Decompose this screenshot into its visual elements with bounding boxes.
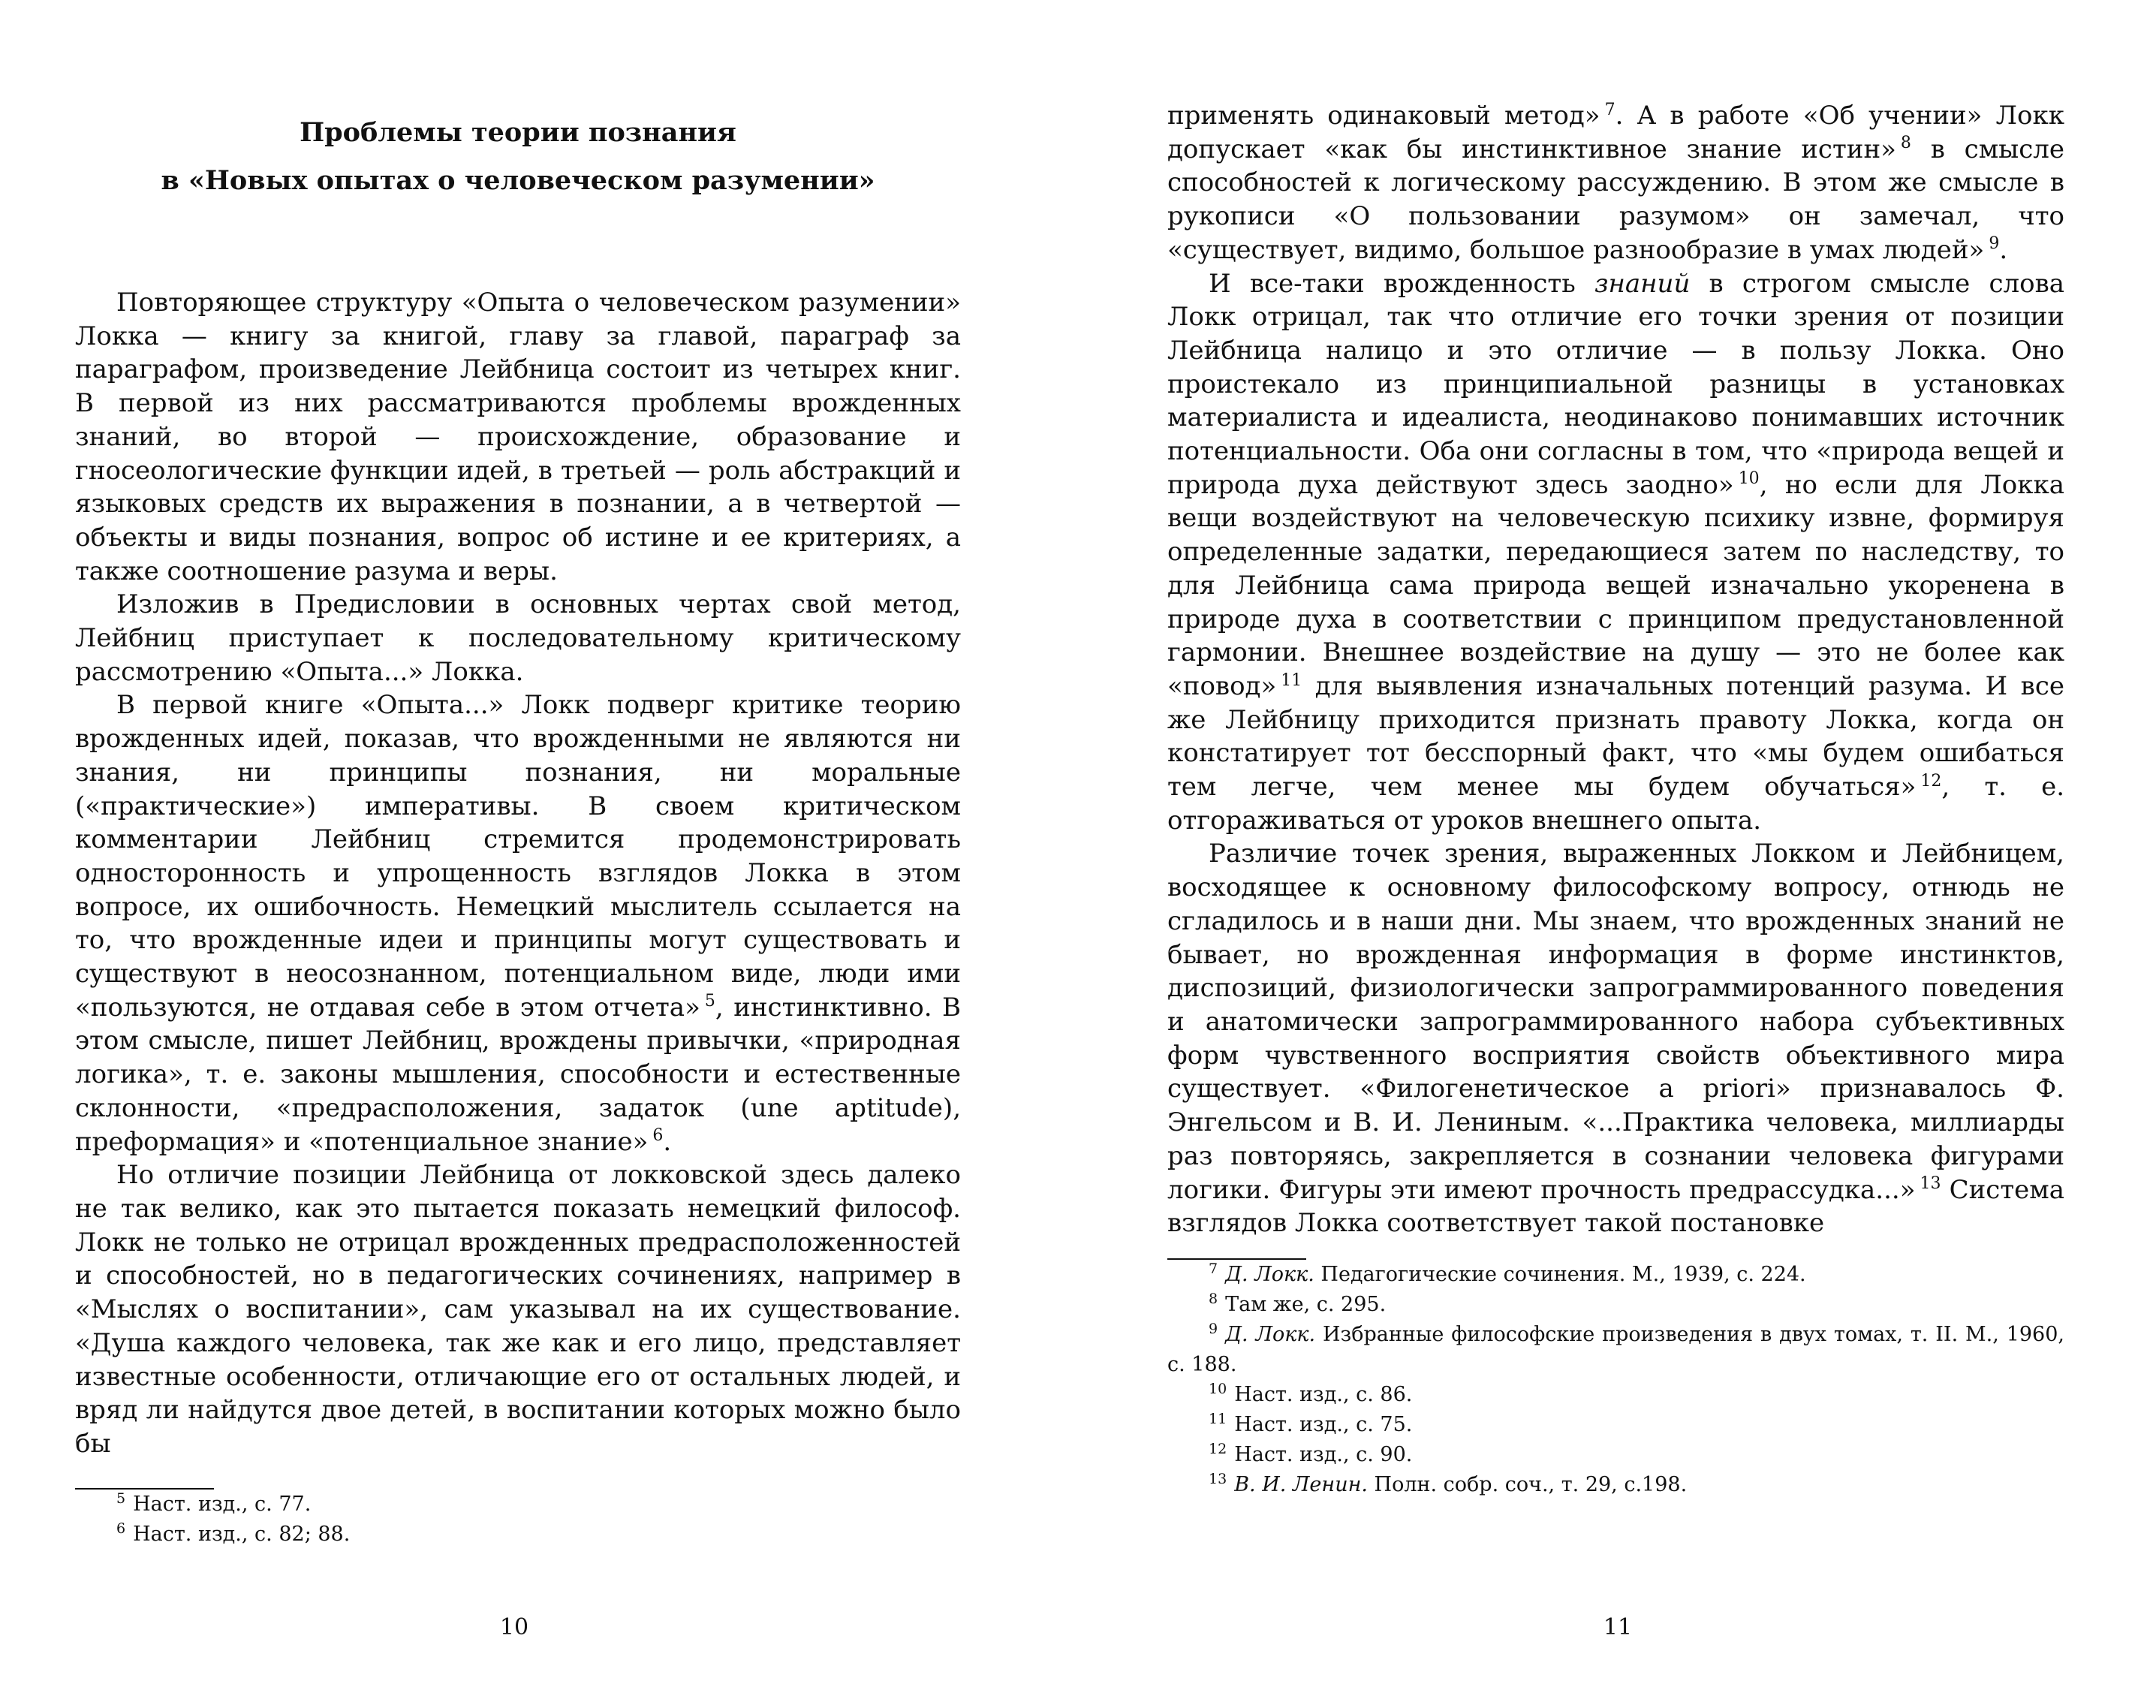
footnote: [1167, 1320, 2064, 1380]
footnote-ref: 12: [1920, 771, 1942, 791]
text-run: .: [1999, 234, 2008, 265]
footnote-mark: 8: [1209, 1290, 1218, 1307]
footnote-mark: 5: [116, 1490, 126, 1507]
footnote-mark: 9: [1209, 1320, 1218, 1337]
heading-line-2: в «Новых опытах о человеческом разумении»: [161, 165, 875, 196]
footnote-mark: 7: [1209, 1260, 1218, 1277]
footnote-ref: 8: [1900, 134, 1911, 153]
text-run: Различие точек зрения, выраженных Локком и Лейбницем, восходящее к основному философскому вопросу, отнюдь не сгладилось и в наши дни. Мы знаем, что врожденных знаний не бывает, но врожденная информация в форме инстинктов, диспозиций, физиологически запрограммированного поведения и анатомически запрограммированного набора субъективных форм чувственного восприятия свойств объективного мира существует. «Филогенетическое a priori» признавалось Ф. Энгельсом и В. И. Лениным. «...Практика человека, миллиарды раз повторяясь, закрепляется в сознании человека фигурами логики. Фигуры эти имеют прочность предрассудка...»: [1167, 839, 2064, 1205]
text-run: , инстинктивно. В этом смысле, пишет Лейбниц, врождены привычки, «природная логика», т. е. законы мышления, способности и естественные склонности, «предрасположения, задаток (une aptitude), преформация» и «потенциальное знание»: [75, 992, 961, 1157]
paragraph: [75, 688, 961, 1158]
footnote-ref: 10: [1738, 469, 1760, 489]
footnote-text: Наст. изд., с. 82; 88.: [133, 1522, 351, 1546]
footnote-ref: 13: [1920, 1174, 1941, 1194]
footnote-text: Педагогические сочинения. М., 1939, с. 224.: [1314, 1262, 1806, 1286]
footnote: [1167, 1410, 2064, 1440]
footnote-author: Д. Локк.: [1225, 1322, 1316, 1346]
footnote: [1167, 1440, 2064, 1470]
left-page: [75, 0, 961, 1550]
footnote-text: Наст. изд., с. 75.: [1234, 1412, 1413, 1436]
footnote-mark: 11: [1209, 1410, 1227, 1427]
paragraph: Но отличие позиции Лейбница от локковской здесь далеко не так велико, как это пытается показать немецкий философ. Локк не только не отрицал врожденных предрасположенностей и способностей, но в педагогических сочинениях, например в «Мыслях о воспитании», сам указывал на их существование. «Душа каждого человека, так же как и его лицо, представляет известные особенности, отличающие его от остальных людей, и вряд ли найдутся двое детей, в воспитании которых можно было бы: [75, 1160, 961, 1459]
footnote-mark: 10: [1209, 1380, 1227, 1397]
heading-line-1: Проблемы теории познания: [300, 117, 736, 148]
paragraph: Изложив в Предисловии в основных чертах свой метод, Лейбниц приступает к последовательному критическому рассмотрению «Опыта...» Локка.: [75, 589, 961, 687]
footnote-mark: 6: [116, 1520, 126, 1537]
footnote-ref: 5: [704, 992, 715, 1011]
footnote-text: Избранные философские произведения в двух томах, т. II. М., 1960, с. 188.: [1167, 1322, 2064, 1376]
footnote-mark: 12: [1209, 1440, 1227, 1457]
paragraph: [1167, 837, 2064, 1240]
text-run: Система взглядов Локка соответствует такой постановке: [1167, 1174, 2064, 1239]
footnote-mark: 13: [1209, 1470, 1227, 1487]
text-run: в строгом смысле слова Локк отрицал, так что отличие его точки зрения от позиции Лейбница налицо и это отличие — в пользу Локка. Оно проистекало из принципиальной разницы в установках материалиста и идеалиста, неодинаково понимавших источник потенциальности. Оба они согласны в том, что «природа вещей и природа духа действуют здесь заодно»: [1167, 268, 2064, 500]
page-number-right: 11: [1603, 1614, 1633, 1640]
chapter-heading: [75, 109, 961, 205]
footnote-text: Наст. изд., с. 90.: [1234, 1442, 1413, 1466]
footnote-text: Наст. изд., с. 77.: [133, 1492, 312, 1516]
text-run: .: [663, 1126, 672, 1157]
text-run: И все-таки врожденность: [1209, 268, 1594, 299]
paragraph: Повторяющее структуру «Опыта о человеческом разумении» Локка — книгу за книгой, главу за главой, параграф за параграфом, произведение Лейбница состоит из четырех книг. В первой из них рассматриваются проблемы врожденных знаний, во второй — происхождение, образование и гносеологические функции идей, в третьей — роль абстракций и языковых средств их выражения в познании, а в четвертой — объекты и виды познания, вопрос об истине и ее критериях, а также соотношение разума и веры.: [75, 288, 961, 586]
text-run: , но если для Локка вещи воздействуют на человеческую психику извне, формируя определенные задатки, передающиеся затем по наследству, то для Лейбница сама природа вещей изначально укоренена в природе духа в соответствии с принципом предустановленной гармонии. Внешнее воздействие на душу — это не более как «повод»: [1167, 469, 2064, 701]
left-footnotes: [75, 1490, 961, 1550]
emphasis: знаний: [1594, 268, 1691, 299]
footnote: [1167, 1380, 2064, 1410]
paragraph: [1167, 99, 2064, 267]
paragraph: [1167, 267, 2064, 838]
page-number-left: 10: [499, 1614, 529, 1640]
footnote: [1167, 1260, 2064, 1290]
footnote-author: В. И. Ленин.: [1234, 1472, 1368, 1496]
footnote: [75, 1490, 961, 1520]
footnote-author: Д. Локк.: [1225, 1262, 1314, 1286]
footnote: [75, 1520, 961, 1550]
right-footnotes: [1167, 1260, 2064, 1500]
footnote-ref: 9: [1989, 234, 2000, 254]
footnote-ref: 11: [1281, 670, 1302, 690]
left-body-text: [75, 286, 961, 1461]
footnote: [1167, 1290, 2064, 1320]
footnote: [1167, 1470, 2064, 1500]
footnote-text: Наст. изд., с. 86.: [1234, 1382, 1413, 1406]
text-run: для выявления изначальных потенций разума. И все же Лейбницу приходится признать правоту Локка, когда он констатирует тот бесспорный факт, что «мы будем ошибаться тем легче, чем менее мы будем обучаться»: [1167, 670, 2064, 803]
text-run: применять одинаковый метод»: [1167, 101, 1600, 131]
right-body-text: [1167, 99, 2064, 1240]
text-run: , т. е. отгораживаться от уроков внешнего опыта.: [1167, 772, 2064, 836]
footnote-text: Полн. собр. соч., т. 29, с.198.: [1367, 1472, 1688, 1496]
footnote-ref: 6: [652, 1126, 664, 1146]
text-run: в смысле способностей к логическому рассуждению. В этом же смысле в рукописи «О пользовании разумом» он замечал, что «существует, видимо, большое разнообразие в умах людей»: [1167, 134, 2064, 265]
text-run: . А в работе «Об учении» Локк допускает «как бы инстинктивное знание истин»: [1167, 101, 2064, 164]
footnote-text: Там же, с. 295.: [1225, 1292, 1387, 1316]
text-run: В первой книге «Опыта...» Локк подверг критике теорию врожденных идей, показав, что врожденными не являются ни знания, ни принципы познания, ни моральные («практические») императивы. В своем критическом комментарии Лейбниц стремится продемонстрировать односторонность и упрощенность взглядов Локка в этом вопросе, их ошибочность. Немецкий мыслитель ссылается на то, что врожденные идеи и принципы могут существовать и существуют в неосознанном, потенциальном виде, люди ими «пользуются, не отдавая себе в этом отчета»: [75, 690, 961, 1023]
footnote-ref: 7: [1604, 100, 1615, 119]
right-page: [1167, 0, 2064, 1500]
